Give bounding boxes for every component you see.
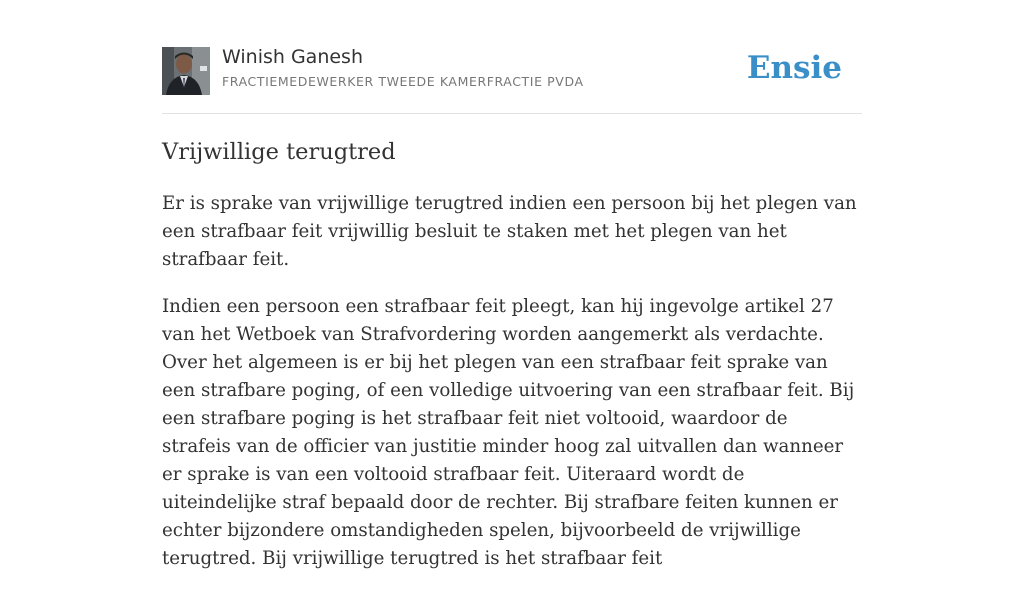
author-name[interactable]: Winish Ganesh: [222, 46, 363, 68]
author-avatar-photo: [162, 47, 210, 95]
avatar[interactable]: [162, 47, 210, 95]
author-role: FRACTIEMEDEWERKER TWEEDE KAMERFRACTIE PVDA: [222, 74, 584, 89]
article-paragraph: Er is sprake van vrijwillige terugtred indien een persoon bij het plegen van een strafbaar feit vrijwillig besluit te staken met het plegen van het strafbaar feit.: [162, 193, 857, 270]
header-divider: [162, 113, 862, 114]
article-title: Vrijwillige terugtred: [162, 139, 396, 165]
article-paragraph: Indien een persoon een strafbaar feit pleegt, kan hij ingevolge artikel 27 van het Wetboek van Strafvordering worden aangemerkt als verdachte. Over het algemeen is er bij het plegen van een strafbaar feit sprake van een strafbare poging, of een volledige uitvoering van een strafbaar feit. Bij een strafbare poging is het strafbaar feit niet voltooid, waardoor de strafeis van de officier van justitie minder hoog zal uitvallen dan wanneer er sprake is van een voltooid strafbaar feit. Uiteraard wordt de uiteindelijke straf bepaald door de rechter. Bij strafbare feiten kunnen er echter bijzondere omstandigheden spelen, bijvoorbeeld de vrijwillige terugtred. Bij vrijwillige terugtred is het strafbaar feit: [162, 296, 855, 569]
brand-logo[interactable]: Ensie: [746, 50, 842, 86]
article-body: [162, 190, 862, 592]
article-header: [162, 46, 862, 96]
